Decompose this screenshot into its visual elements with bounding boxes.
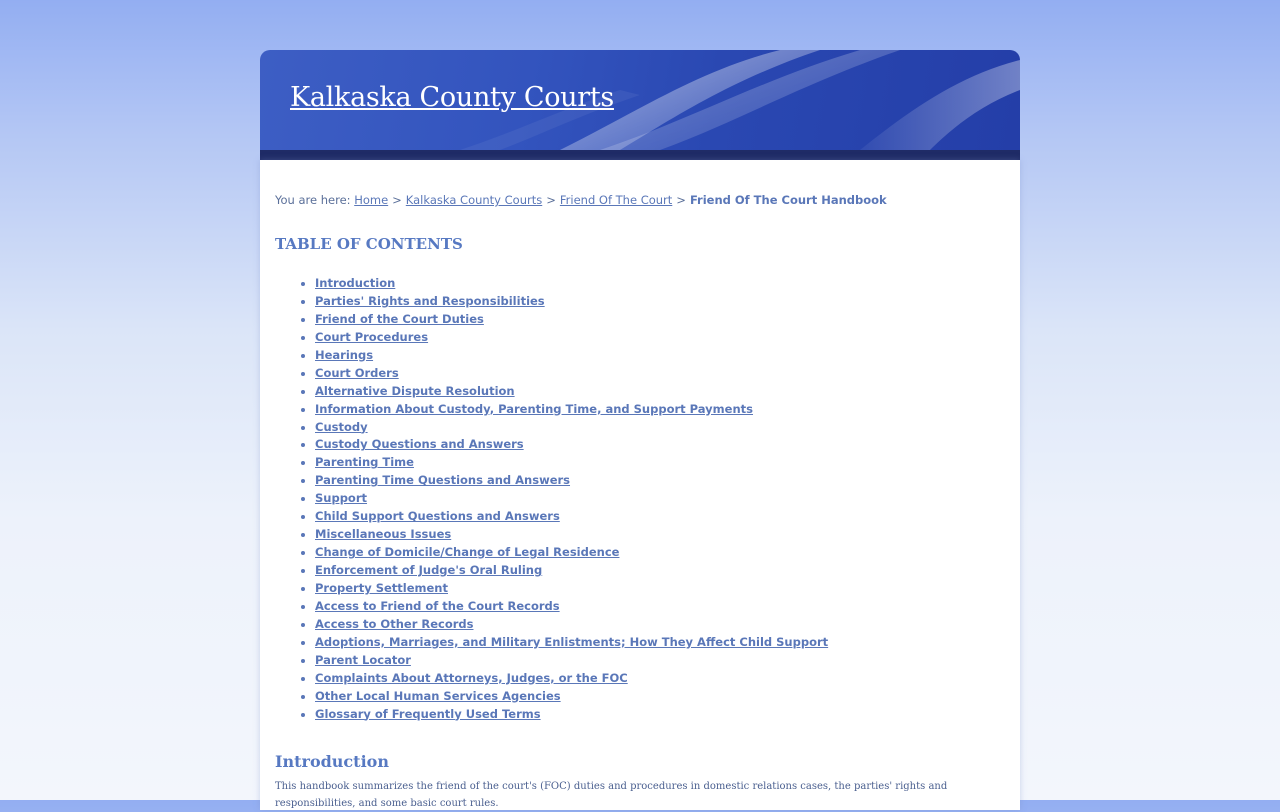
- toc-item: [315, 670, 828, 688]
- toc-item: [315, 688, 828, 706]
- page-wrapper: [260, 50, 1020, 810]
- toc-item: [315, 311, 828, 329]
- toc-item: [315, 436, 828, 454]
- toc-link-access-other-records[interactable]: Access to Other Records: [315, 616, 474, 631]
- toc-link-miscellaneous-issues[interactable]: Miscellaneous Issues: [315, 527, 452, 542]
- toc-item: [315, 401, 828, 419]
- toc-item: [315, 347, 828, 365]
- toc-link-enforcement-oral-ruling[interactable]: Enforcement of Judge's Oral Ruling: [315, 563, 543, 577]
- toc-link-introduction[interactable]: Introduction: [315, 276, 396, 290]
- header-divider-bar: [260, 150, 1020, 160]
- toc-link-other-agencies[interactable]: Other Local Human Services Agencies: [315, 688, 561, 703]
- toc-link-alternative-dispute-resolution[interactable]: Alternative Dispute Resolution: [315, 383, 515, 398]
- toc-item: [315, 383, 828, 401]
- toc-item: [315, 490, 828, 508]
- introduction-heading: Introduction: [275, 752, 389, 771]
- toc-link-parent-locator[interactable]: Parent Locator: [315, 652, 411, 667]
- toc-item: [315, 454, 828, 472]
- toc-item: [315, 508, 828, 526]
- toc-item: [315, 329, 828, 347]
- toc-item: [315, 598, 828, 616]
- breadcrumb-link-home[interactable]: Home: [354, 193, 389, 207]
- toc-link-access-foc-records[interactable]: Access to Friend of the Court Records: [315, 598, 560, 613]
- breadcrumb-link-friend-of-the-court[interactable]: Friend Of The Court: [559, 193, 673, 207]
- toc-item: [315, 544, 828, 562]
- toc-list: [275, 275, 828, 723]
- toc-link-custody-parenting-support-info[interactable]: Information About Custody, Parenting Time, and Support Payments: [315, 401, 753, 416]
- breadcrumb: [275, 193, 887, 207]
- toc-item: [315, 419, 828, 437]
- toc-link-change-of-domicile[interactable]: Change of Domicile/Change of Legal Residence: [315, 545, 620, 560]
- toc-item: [315, 275, 828, 293]
- site-title-link[interactable]: Kalkaska County Courts: [290, 82, 614, 113]
- toc-item: [315, 616, 828, 634]
- toc-item: [315, 293, 828, 311]
- toc-item: [315, 652, 828, 670]
- toc-link-custody[interactable]: Custody: [315, 419, 368, 434]
- toc-link-glossary[interactable]: Glossary of Frequently Used Terms: [315, 706, 541, 721]
- toc-link-court-procedures[interactable]: Court Procedures: [315, 329, 429, 344]
- breadcrumb-current-page: Friend Of The Court Handbook: [689, 193, 887, 207]
- main-content: [260, 160, 1020, 810]
- toc-link-property-settlement[interactable]: Property Settlement: [315, 580, 448, 595]
- toc-link-complaints[interactable]: Complaints About Attorneys, Judges, or the FOC: [315, 670, 628, 685]
- toc-link-parenting-time[interactable]: Parenting Time: [315, 455, 414, 470]
- introduction-paragraph: This handbook summarizes the friend of the court's (FOC) duties and procedures in domestic relations cases, the parties' rights and responsibilities, and some basic court rules.: [275, 781, 948, 809]
- toc-link-parenting-time-qa[interactable]: Parenting Time Questions and Answers: [315, 473, 571, 488]
- toc-item: [315, 526, 828, 544]
- breadcrumb-separator: >: [546, 193, 556, 207]
- toc-item: [315, 472, 828, 490]
- toc-item: [315, 365, 828, 383]
- toc-link-adoptions-marriages-military[interactable]: Adoptions, Marriages, and Military Enlistments; How They Affect Child Support: [315, 634, 829, 649]
- toc-item: [315, 706, 828, 724]
- toc-link-court-orders[interactable]: Court Orders: [315, 365, 399, 380]
- toc-link-custody-qa[interactable]: Custody Questions and Answers: [315, 437, 524, 452]
- toc-link-parties-rights[interactable]: Parties' Rights and Responsibilities: [315, 293, 545, 308]
- breadcrumb-separator: >: [676, 193, 686, 207]
- toc-link-hearings[interactable]: Hearings: [315, 347, 374, 362]
- site-header: [260, 50, 1020, 150]
- toc-item: [315, 634, 828, 652]
- toc-link-child-support-qa[interactable]: Child Support Questions and Answers: [315, 509, 560, 524]
- breadcrumb-separator: >: [392, 193, 402, 207]
- toc-item: [315, 580, 828, 598]
- breadcrumb-link-kalkaska-county-courts[interactable]: Kalkaska County Courts: [405, 193, 543, 207]
- toc-heading: TABLE OF CONTENTS: [275, 235, 463, 253]
- toc-item: [315, 562, 828, 580]
- toc-link-foc-duties[interactable]: Friend of the Court Duties: [315, 311, 484, 326]
- breadcrumb-prefix: You are here:: [275, 193, 351, 207]
- toc-link-support[interactable]: Support: [315, 491, 368, 506]
